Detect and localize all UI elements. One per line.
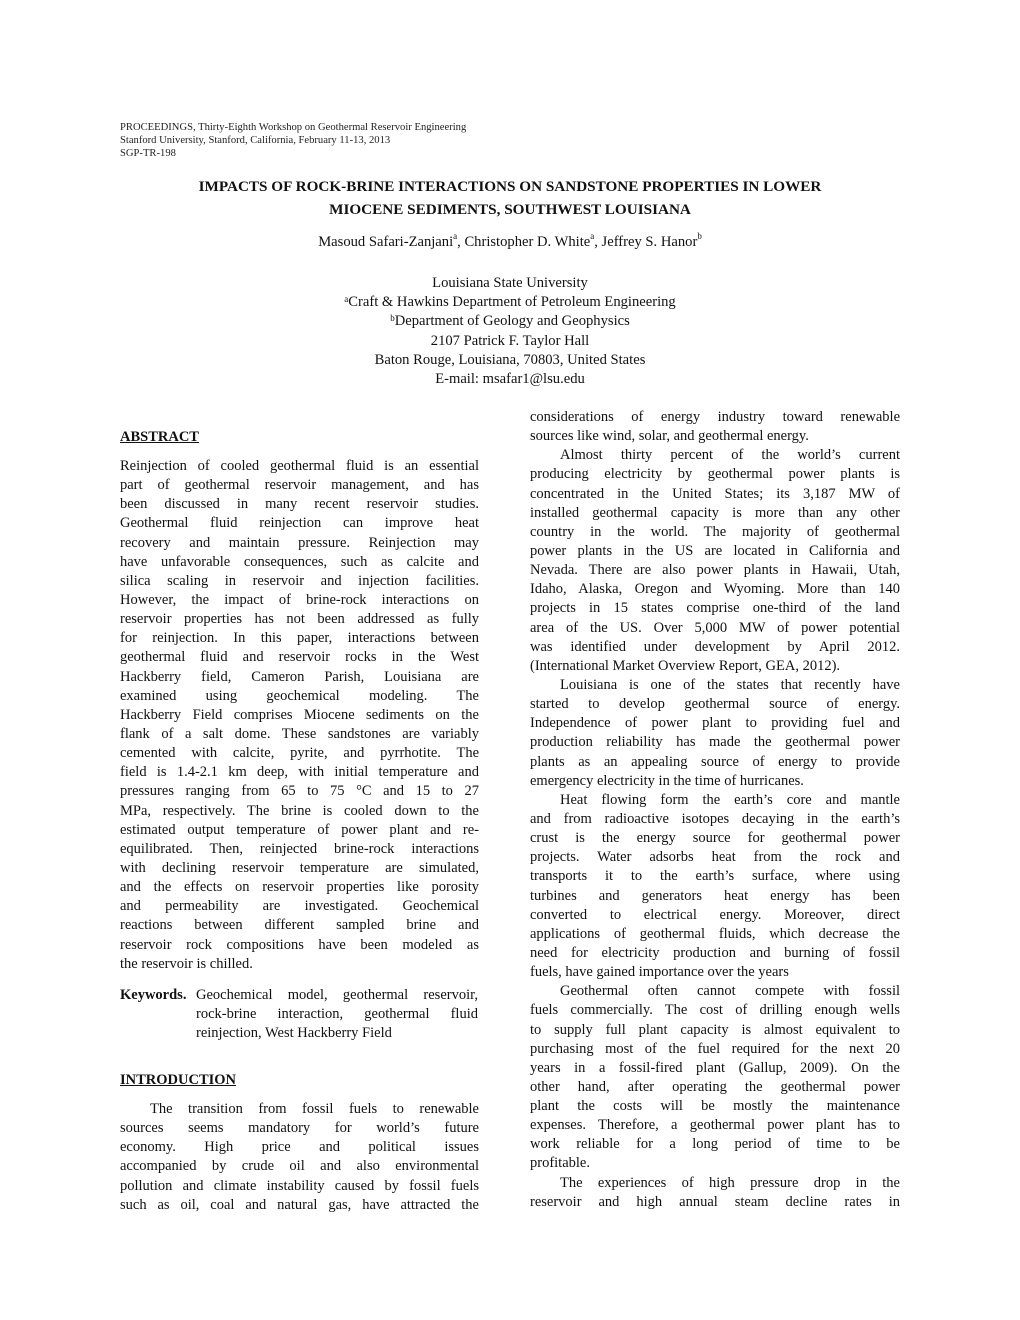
text-line: (International Market Overview Report, GEA, 2012). — [530, 657, 841, 674]
text-line: producing electricity by geothermal power plants is — [530, 466, 900, 483]
text-line: Geothermal fluid reinjection can improve heat — [120, 515, 479, 532]
text-line: Reinjection of cooled geothermal fluid is an essential — [120, 458, 479, 474]
text-line: reservoir and high annual steam decline rates in — [530, 1193, 900, 1210]
text-line: Idaho, Alaska, Oregon and Wyoming. More than 140 — [530, 581, 900, 598]
keywords-line: Geochemical model, geothermal reservoir, — [196, 987, 478, 1003]
text-line: The transition from fossil fuels to renewable — [150, 1101, 479, 1117]
text-line: crust is the energy source for geothermal power — [530, 830, 900, 847]
text-line: equilibrated. Then, reinjected brine-rock interactions — [120, 840, 479, 857]
header-line: PROCEEDINGS, Thirty-Eighth Workshop on Geothermal Reservoir Engineering — [120, 122, 467, 133]
text-line: reservoir rock compositions have been modeled as — [120, 936, 479, 953]
text-line: Nevada. There are also power plants in Hawaii, Utah, — [530, 562, 900, 579]
keywords-line: rock-brine interaction, geothermal fluid — [196, 1006, 478, 1023]
text-line: field is 1.4-2.1 km deep, with initial temperature and — [120, 764, 479, 781]
keywords — [120, 986, 479, 1043]
introduction-heading: INTRODUCTION — [120, 1072, 237, 1088]
text-line: considerations of energy industry toward renewable — [530, 409, 900, 425]
text-line: Geothermal often cannot compete with fossil — [560, 983, 900, 1000]
text-line: and from radioactive isotopes decaying in the earth’s — [530, 810, 900, 827]
text-line: profitable. — [530, 1155, 590, 1172]
text-line: silica scaling in reservoir and injection facilities. — [120, 572, 479, 589]
text-line: have unfavorable consequences, such as calcite and — [120, 553, 479, 570]
paragraph — [530, 408, 900, 446]
paper-title — [100, 175, 920, 221]
header-line: SGP-TR-198 — [120, 148, 176, 159]
text-line: to supply full plant capacity is almost equivalent to — [530, 1021, 900, 1038]
department-a: $^a$Craft & Hawkins Department of Petroleum Engineering — [344, 294, 676, 311]
text-line: converted to electrical energy. Moreover, direct — [530, 906, 900, 923]
text-line: MPa, respectively. The brine is cooled down to the — [120, 802, 479, 819]
text-line: Hackberry field, Cameron Parish, Louisiana are — [120, 668, 479, 685]
text-line: turbines and generators heat energy has been — [530, 887, 900, 904]
text-line: was identified under development by April 2012. — [530, 638, 900, 655]
text-line: geothermal fluid and reservoir rocks in the West — [120, 649, 479, 666]
paragraph — [530, 982, 900, 1173]
author-list — [100, 231, 920, 251]
text-line: flank of a salt dome. These sandstones are variably — [120, 725, 479, 742]
text-line: However, the impact of brine-rock interactions on — [120, 591, 479, 608]
text-line: been discussed in many recent reservoir studies. — [120, 496, 479, 513]
text-line: with declining reservoir temperature are simulated, — [120, 859, 479, 876]
author: Christopher D. White$^a$, — [464, 231, 602, 250]
text-line: sources like wind, solar, and geothermal energy. — [530, 428, 809, 445]
text-line: the reservoir is chilled. — [120, 955, 253, 972]
text-line: production reliability has made the geothermal power — [530, 734, 900, 751]
text-line: started to develop geothermal source of energy. — [530, 696, 900, 713]
text-line: concentrated in the United States; its 3,187 MW of — [530, 485, 900, 502]
text-line: The experiences of high pressure drop in the — [560, 1174, 900, 1191]
text-line: country in the world. The majority of geothermal — [530, 523, 900, 540]
text-line: applications of geothermal fluids, which decrease the — [530, 925, 900, 942]
address-line: 2107 Patrick F. Taylor Hall — [430, 332, 590, 349]
text-line: years in a fossil-fired plant (Gallup, 2009). On the — [530, 1059, 900, 1076]
text-line: fuels commercially. The cost of drilling enough wells — [530, 1002, 900, 1019]
text-line: part of geothermal reservoir management, and has — [120, 477, 479, 494]
right-column-body — [530, 408, 900, 1212]
paragraph — [120, 457, 479, 974]
text-line: purchasing most of the fuel required for the next 20 — [530, 1040, 900, 1057]
text-line: and the effects on reservoir properties like porosity — [120, 879, 479, 896]
text-line: recovery and maintain pressure. Reinjection may — [120, 534, 479, 551]
introduction-heading-wrap — [120, 1071, 479, 1090]
author: Jeffrey S. Hanor$^b$ — [601, 231, 702, 250]
text-line: sources seems mandatory for world’s future — [120, 1120, 479, 1137]
text-line: plants as an appealing source of energy to provide — [530, 753, 900, 770]
text-line: for reinjection. In this paper, interactions between — [120, 630, 479, 647]
university: Louisiana State University — [432, 275, 588, 291]
keywords-label: Keywords. — [120, 987, 187, 1003]
text-line: plant the costs will be mostly the maintenance — [530, 1098, 900, 1115]
text-line: accompanied by crude oil and also environmental — [120, 1158, 479, 1175]
text-line: and permeability are investigated. Geochemical — [120, 898, 479, 915]
title-line: MIOCENE SEDIMENTS, SOUTHWEST LOUISIANA — [329, 201, 691, 218]
text-line: expenses. Therefore, a geothermal power plant has to — [530, 1117, 900, 1134]
text-line: need for electricity production and burning of fossil — [530, 944, 900, 961]
text-line: Independence of power plant to providing fuel and — [530, 715, 900, 732]
title-line: IMPACTS OF ROCK-BRINE INTERACTIONS ON SANDSTONE PROPERTIES IN LOWER — [198, 178, 822, 195]
text-line: pressures ranging from 65 to 75 °C and 15 to 27 — [120, 783, 479, 800]
address-line: Baton Rouge, Louisiana, 70803, United States — [374, 351, 646, 368]
affiliation-block — [100, 274, 920, 389]
header-line: Stanford University, Stanford, California, February 11-13, 2013 — [120, 135, 391, 146]
text-line: examined using geochemical modeling. The — [120, 687, 479, 704]
paragraph — [530, 446, 900, 676]
text-line: cemented with calcite, pyrite, and pyrrhotite. The — [120, 745, 479, 762]
text-line: reactions between different sampled brine and — [120, 917, 479, 934]
text-line: area of the US. Over 5,000 MW of power potential — [530, 619, 900, 636]
text-line: such as oil, coal and natural gas, have attracted the — [120, 1196, 479, 1213]
abstract-heading-wrap — [120, 428, 479, 447]
paragraph — [530, 676, 900, 791]
text-line: fuels, have gained importance over the years — [530, 964, 789, 981]
abstract-body — [120, 457, 479, 974]
text-line: projects. Water adsorbs heat from the rock and — [530, 849, 900, 866]
department-b: $^b$Department of Geology and Geophysics — [390, 313, 630, 330]
text-line: Hackberry Field comprises Miocene sediments on the — [120, 706, 479, 723]
text-line: Almost thirty percent of the world’s current — [560, 447, 900, 464]
text-line: transports it to the earth’s surface, where using — [530, 868, 900, 885]
paragraph — [120, 1100, 479, 1215]
text-line: Heat flowing form the earth’s core and mantle — [560, 791, 900, 808]
text-line: reservoir properties has not been addressed as fully — [120, 611, 479, 628]
keywords-line: reinjection, West Hackberry Field — [196, 1025, 392, 1042]
text-line: work reliable for a long period of time to be — [530, 1136, 900, 1153]
paragraph — [530, 791, 900, 982]
text-line: Louisiana is one of the states that recently have — [560, 676, 900, 693]
text-line: pollution and climate instability caused by fossil fuels — [120, 1177, 479, 1194]
text-line: other hand, after operating the geothermal power — [530, 1078, 900, 1095]
proceedings-header — [120, 121, 466, 160]
text-line: power plants in the US are located in California and — [530, 542, 900, 559]
text-line: projects in 15 states comprise one-third of the land — [530, 600, 900, 617]
text-line: estimated output temperature of power plant and re- — [120, 821, 479, 838]
abstract-heading: ABSTRACT — [120, 429, 199, 445]
introduction-body — [120, 1100, 479, 1215]
text-line: installed geothermal capacity is more than any other — [530, 504, 900, 521]
author: Masoud Safari-Zanjani$^a$, — [318, 231, 465, 250]
text-line: economy. High price and political issues — [120, 1139, 479, 1156]
email: E-mail: msafar1@lsu.edu — [435, 371, 585, 388]
paragraph — [530, 1174, 900, 1212]
text-line: emergency electricity in the time of hurricanes. — [530, 772, 804, 789]
